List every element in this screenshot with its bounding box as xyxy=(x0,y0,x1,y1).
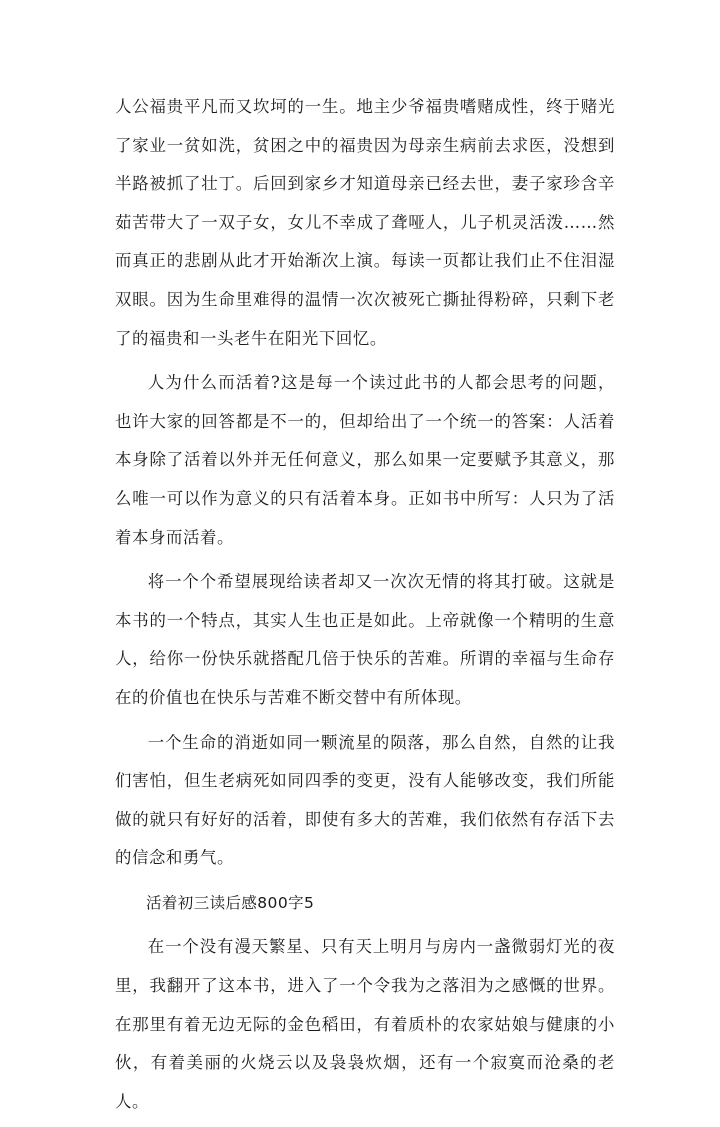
paragraph-2: 人为什么而活着?这是每一个读过此书的人都会思考的问题，也许大家的回答都是不一的，但却给出了一个统一的答案：人活着本身除了活着以外并无任何意义，那么如果一定要赋予其意义，那么唯一可以作为意义的只有活着本身。正如书中所写：人只为了活着本身而活着。 xyxy=(115,373,615,547)
paragraph-3: 将一个个希望展现给读者却又一次次无情的将其打破。这就是本书的一个特点，其实人生也正是如此。上帝就像一个精明的生意人，给你一份快乐就搭配几倍于快乐的苦难。所谓的幸福与生命存在的价值也在快乐与苦难不断交替中有所体现。 xyxy=(115,572,615,707)
paragraph-5: 在一个没有漫天繁星、只有天上明月与房内一盏微弱灯光的夜里，我翻开了这本书，进入了一个令我为之落泪为之感慨的世界。在那里有着无边无际的金色稻田，有着质朴的农家姑娘与健康的小伙，有着美丽的火烧云以及袅袅炊烟，还有一个寂寞而沧桑的老人。 xyxy=(115,937,615,1111)
section-heading: 活着初三读后感800字5 xyxy=(146,893,315,912)
paragraph-1: 人公福贵平凡而又坎坷的一生。地主少爷福贵嗜赌成性，终于赌光了家业一贫如洗，贫困之中的福贵因为母亲生病前去求医，没想到半路被抓了壮丁。后回到家乡才知道母亲已经去世，妻子家珍含辛茹苦带大了一双子女，女儿不幸成了聋哑人，儿子机灵活泼……然而真正的悲剧从此才开始渐次上演。每读一页都让我们止不住泪湿双眼。因为生命里难得的温情一次次被死亡撕扯得粉碎，只剩下老了的福贵和一头老牛在阳光下回忆。 xyxy=(115,97,615,348)
document-body xyxy=(115,88,615,1127)
paragraph-4: 一个生命的消逝如同一颗流星的陨落，那么自然，自然的让我们害怕，但生老病死如同四季的变更，没有人能够改变，我们所能做的就只有好好的活着，即使有多大的苦难，我们依然有存活下去的信念和勇气。 xyxy=(115,732,615,868)
